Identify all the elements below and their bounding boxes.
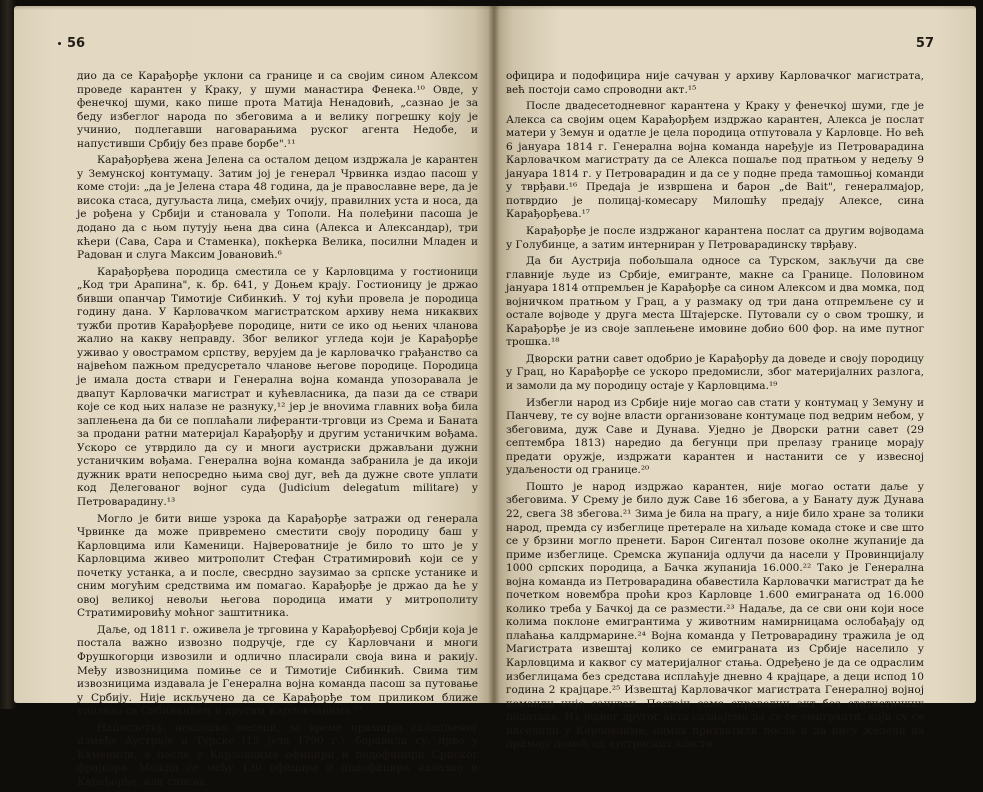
left-page-text [77, 70, 478, 792]
paragraph: Пошто је народ издржао карантен, није могао остати даље у збеговима. У Срему је било дуж Саве 16 збегова, а у Банату дуж Дунава 22, свега 38 збегова.²¹ Зима је била на прагу, а није било хране за толики народ, премда су избеглице претерале на хиљаде комада стоке и све што се у брзини могло пренети. Барон Сигентал позове околне жупаније да приме избеглице. Сремска жупанија одлучи да насели у Провинцијалу 1000 српских породица, а Бачка жупанија 16.000.²² Тако је Генерална војна команда из Петроварадина обавестила Карловачки магистрат да ће почетком новембра проћи кроз Карловце 1.600 емиграната од 16.000 колико треба у Бачкој да се размести.²³ Надаље, да се сви они који носе колима поклоне емигрантима у животним намирницама ослобађају од плаћања калдрмарине.²⁴ Војна команда у Петроварадину тражила је од Магистрата извештај колико се емиграната из Србије населило у Карловцима и каквог су материјалног стања. Одређено је да се одраслим избеглицама без средстава исплаћује дневно 4 крајцаре, а деци испод 10 година 2 крајцаре.²⁵ Извештај Карловачког магистрата Генералној војној команди није сачуван. Постоји само спроводни акт без статистичких података. Из једног другог акта сазнајемо да су се емигранти, који су се населили у Карловцима, одмах прихватили посла и да нису желели да примају помоћ од аустриских власти. [506, 480, 924, 751]
page-edge-shadow [494, 6, 976, 10]
paragraph: Даље, од 1811 г. оживела је трговина у Карађорђевој Србији која је постала важно извозно подручје, где су Карловчани и многи Фрушкогорци извозили и одлично пласирали своја вина и ракију. Међу извозницима помиње се и Тимотије Сибинкић. Свима тим извозницима издавала је Генерална војна команда пасош за путовање у Србију. Није искључено да се Карађорђе том приликом ближе упознао са Сибинкићем и другим Карловчанима.¹⁴ [77, 623, 478, 718]
right-page-text [506, 70, 924, 755]
right-page [494, 6, 976, 751]
left-page [14, 6, 494, 788]
paragraph: Дворски ратни савет одобрио је Карађорђу да доведе и своју породицу у Грац, но Карађорђе се ускоро предомисли, због материјалних разлога, и замоли да му породицу остаје у Карловцима.¹⁹ [506, 352, 924, 393]
paragraph: Карађорђева жена Јелена са осталом децом издржала је карантен у Земунској контумацу. Затим јој је генерал Чрвинка издао пасош у коме стоји: „да је Јелена стара 48 година, да је православне вере, да је висока стаса, дугуљаста лица, смеђих очију, правилних уста и носа, да је рођена у Србији и становала у Тополи. На полеђини пасоша је додано да с њом путују њена два сина (Алекса и Александар), три кћери (Сава, Сара и Стаменка), покћерка Велика, посилни Младен и Радован и слуга Максим Јовановић.⁶ [77, 154, 478, 262]
paragraph: Карађорђева породица сместила се у Карловцима у гостионици „Код три Арапина", к. бр. 641, у Доњем крају. Гостионицу је држао бивши опанчар Тимотије Сибинкић. У тој кући провела је породица годину дана. У Карловачком магистратском архиву нема никаквих тужби против Карађорђеве породице, нити се ико од њених чланова жалио на какву неправду. Због великог угледа који је Карађорђе уживао у овострамом српству, верујем да је карловачко грађанство са највећом пажњом предусретало чланове његове породице. Породица је имала доста ствари и Генерална војна команда упозоравала је двапут Карловачки магистрат и кућевласника, да пази да се ствари које се код њих налазе не разнуку,¹² јер је вноvима главних вођа била заплењена да би се поплаћали лиферанти-трговци из Срема и Баната за продани ратни материјал Карађорђу и другим устаничким вођама. Ускоро се утврдило да су и многи аустриски држављани дужни устаничким вођама. Генерална војна команда забранила је да икоји дужник врати непосредно њима свој дуг, већ да дужне своте уплати код Делегованог војног суда (Judicium delegatum militare) у Петроварадину.¹³ [77, 265, 478, 508]
page-edge-shadow [14, 6, 494, 10]
paragraph: Да би Аустрија побољшала односе са Турском, закључи да све главније људе из Србије, емигранте, макне са Границе. Половином јануара 1814 отпремљен је Карађорђе са сином Алексом и два момка, под војничком пратњом у Грац, а у размаку од три дана отпремљене су и остале војводе у друга места Штајерске. Путовали су о свом трошку, и Карађорђе је из своје заплењене имовине добио 600 фор. на име путног трошка.¹⁸ [506, 255, 924, 349]
page-number-left: 56 [58, 36, 85, 51]
paragraph: Могло је бити више узрока да Карађорђе затражи од генерала Чрвинке да може привремено сместити своју породицу баш у Карловцима или Каменици. Највероватније је било то што је у Карловцима живео митрополит Стефан Стратимировић који се у почетку устанка, а и после, свесрдно заузимао за српске устанике и сним могућим средствима им помагао. Карађорђе је држао да ће у овој великој невољи његова породица имати у митрополиту Стратимировићу моћног заштитника. [77, 512, 478, 620]
paragraph: После двадесетодневног карантена у Краку у фенечкој шуми, где је Алекса са својим оцем Карађорђем издржао карантен, Алекса је послат матери у Земун и одатле је цела породица отпутовала у Карловце. Но већ 6 јануара 1814 г. Генерална војна команда наређује из Петроварадина Карловачком магистрату да се Алекса пошаље под пратњом у недељу 9 јануара 1814 г. у Петроварадин и да се у подне преда тамошњој команди у тврђави.¹⁶ Предаја је извршена и барон „de Bait", генералмајор, потврдио је полицај-комесару Милошћу предају Алексе, сина Карађорђева.¹⁷ [506, 100, 924, 221]
paragraph: официра и подофицира није сачуван у архиву Карловачког магистрата, већ постоји само спроводни акт.¹⁵ [506, 70, 924, 96]
paragraph: Избегли народ из Србије није могао сав стати у контумац у Земуну и Панчеву, те су војне власти организоване контумаце под ведрим небом, у збеговима, дуж Саве и Дунава. Уједно је Дворски ратни савет (29 септембра 1813) наредио да бегунци при прелазу границе морају предати оружје, издржати карантен и настанити се у извесној удаљености од границе.²⁰ [506, 396, 924, 477]
paragraph: дио да се Карађорђе уклони са границе и са својим сином Алексом проведе карантен у Краку, у шуми манастира Фенека.¹⁰ Овде, у фенечкој шуми, како пише прота Матија Ненадовић, „сазнао је за беду избеглог народа по збеговима а и велику погрешку коју је учинио, подлегавши наговарањима руског агента Недобе, и напустивши Србију без праве борбе".¹¹ [77, 70, 478, 150]
paragraph: Напослетку, неколико месеци, за време примирја склопљеног између Аустрије и Турске (15 јула 1790 г.), боравили су, прво у Каменици, а после у Карловцима официри и подофицири Српског фрајкора. Можда се међу 130 официра и подофицира налазио и Карађорђе, али списак [77, 721, 478, 788]
page-number-right: 57 [915, 36, 934, 51]
paragraph: Карађорђе је после издржаног карантена послат са другим војводама у Голубинце, а затим интерниран у Петроварадинску тврђаву. [506, 225, 924, 251]
